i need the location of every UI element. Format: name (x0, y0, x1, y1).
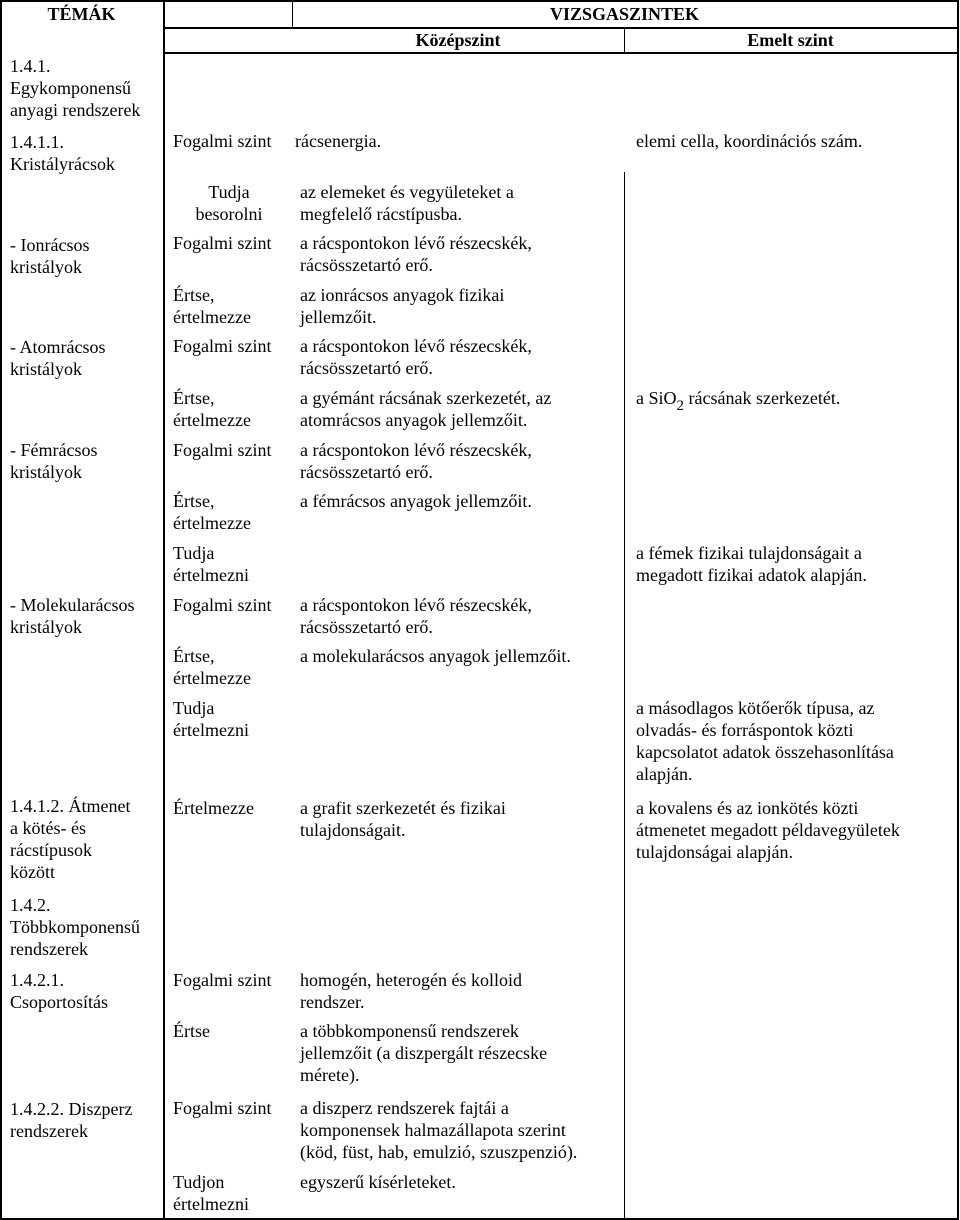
mid-level-item: a molekularácsos anyagok jellemzőit. (300, 646, 571, 666)
advanced-level-item: a másodlagos kötőerők típusa, az olvadás- és forráspontok közti kapcsolatot adatok összehasonlítása alapján. (636, 698, 894, 784)
criterion-know-interpret: Tudja értelmezni (173, 698, 249, 740)
table-border-left (0, 0, 2, 1220)
topic-ionic-crystals: - Ionrácsos kristályok (10, 235, 90, 277)
criterion-understand-interpret: Értse, értelmezze (173, 491, 251, 533)
mid-level-item: a rácspontokon lévő részecskék, rácsösszetartó erő. (300, 233, 532, 275)
column-divider-levels-body (624, 172, 625, 1220)
mid-level-item: egyszerű kísérleteket. (300, 1172, 456, 1192)
mid-level-item: a gyémánt rácsának szerkezetét, az atomrácsos anyagok jellemzőit. (300, 388, 552, 430)
criterion-know-classify: Tudja besorolni (195, 182, 263, 224)
criterion-interpret: Értelmezze (173, 798, 254, 818)
topic-classification: 1.4.2.1. Csoportosítás (10, 970, 109, 1012)
criterion-concept-level: Fogalmi szint (173, 440, 272, 460)
mid-level-item: az elemeket és vegyületeket a megfelelő rácstípusba. (300, 182, 514, 224)
mid-level-item: a rácspontokon lévő részecskék, rácsösszetartó erő. (300, 336, 532, 378)
topic-metallic-crystals: - Fémrácsos kristályok (10, 440, 98, 482)
criterion-concept-level: Fogalmi szint (173, 336, 272, 356)
criterion-concept-level: Fogalmi szint (173, 1098, 272, 1118)
advanced-level-item: a fémek fizikai tulajdonságait a megadott fizikai adatok alapján. (636, 543, 867, 585)
topic-single-component-systems: 1.4.1. Egykomponensű anyagi rendszerek (10, 56, 141, 120)
advanced-level-item: a kovalens és az ionkötés közti átmenetet megadott példavegyületek tulajdonságai alapján. (636, 798, 900, 862)
criterion-understand-interpret: Értse, értelmezze (173, 285, 251, 327)
table-border-right (957, 0, 959, 1220)
criterion-understand-interpret: Értse, értelmezze (173, 388, 251, 430)
topic-atomic-crystals: - Atomrácsos kristályok (10, 337, 106, 379)
header-mid-level: Középszint (415, 30, 501, 50)
topic-transition-bond-types: 1.4.1.2. Átmenet a kötés- és rácstípusok között (10, 796, 131, 882)
criterion-understand: Értse (173, 1021, 210, 1041)
advanced-level-item: elemi cella, koordinációs szám. (636, 131, 863, 151)
advanced-level-item: a SiO$_2$ rácsának szerkezetét. (636, 388, 841, 414)
criterion-concept-level: Fogalmi szint (173, 233, 272, 253)
table-border-top (0, 0, 959, 2)
topic-molecular-crystals: - Molekularácsos kristályok (10, 595, 135, 637)
criterion-be-able-interpret: Tudjon értelmezni (173, 1172, 249, 1214)
topic-crystal-lattices: 1.4.1.1. Kristályrácsok (10, 132, 115, 174)
header-divider-bottom (163, 52, 959, 54)
mid-level-item: az ionrácsos anyagok fizikai jellemzőit. (300, 285, 505, 327)
mid-level-item: homogén, heterogén és kolloid rendszer. (300, 970, 522, 1012)
criterion-know-interpret: Tudja értelmezni (173, 543, 249, 585)
criterion-concept-level: Fogalmi szint (173, 970, 272, 990)
criterion-concept-level: Fogalmi szint (173, 131, 272, 151)
mid-level-item: a diszperz rendszerek fajtái a komponensek halmazállapota szerint (köd, füst, hab, emulzió, szuszpenzió). (300, 1098, 578, 1162)
topic-multi-component-systems: 1.4.2. Többkomponensű rendszerek (10, 895, 140, 959)
mid-level-item: a rácspontokon lévő részecskék, rácsösszetartó erő. (300, 595, 532, 637)
mid-level-item: rácsenergia. (295, 131, 382, 151)
mid-level-item: a többkomponensű rendszerek jellemzőit (a diszpergált részecske mérete). (300, 1021, 548, 1085)
header-exam-levels: VIZSGASZINTEK (549, 4, 700, 24)
mid-level-item: a grafit szerkezetét és fizikai tulajdonságait. (300, 798, 506, 840)
mid-level-item: a fémrácsos anyagok jellemzőit. (300, 491, 532, 511)
header-advanced-level: Emelt szint (747, 30, 834, 50)
topic-disperse-systems: 1.4.2.2. Diszperz rendszerek (10, 1099, 133, 1141)
criterion-understand-interpret: Értse, értelmezze (173, 646, 251, 688)
criterion-concept-level: Fogalmi szint (173, 595, 272, 615)
header-topics: TÉMÁK (47, 4, 116, 24)
mid-level-item: a rácspontokon lévő részecskék, rácsösszetartó erő. (300, 440, 532, 482)
